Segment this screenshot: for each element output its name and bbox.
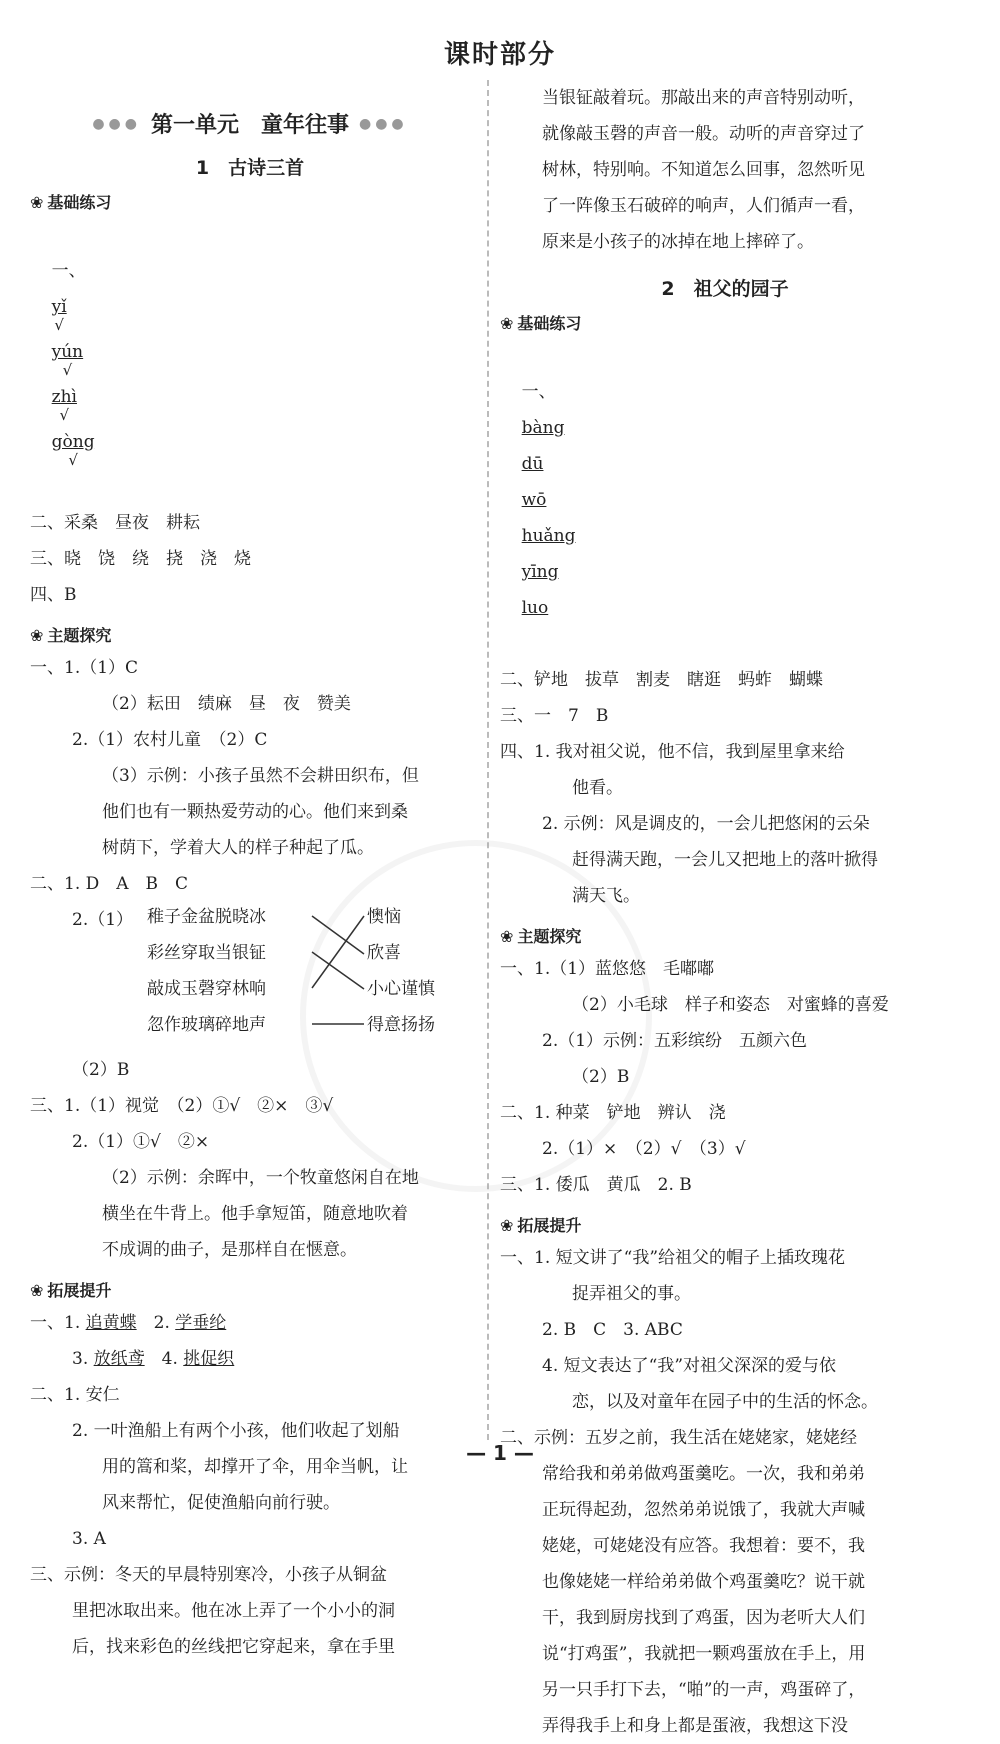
- answer-line: 三、晓 饶 绕 挠 浇 烧: [30, 549, 251, 569]
- answer-line: （2）示例：余晖中，一个牧童悠闲自在地: [102, 1168, 419, 1188]
- answer-line: 原来是小孩子的冰掉在地上摔碎了。: [542, 232, 814, 252]
- answer-line: 不成调的曲子，是那样自在惬意。: [102, 1240, 357, 1260]
- answer-line: 2. B C 3. ABC: [542, 1320, 683, 1340]
- answer-line: 满天飞。: [572, 886, 640, 906]
- answer-line: （2）B: [572, 1067, 630, 1087]
- answer-line: 一、 bàng dū wō huǎng yīng luo: [521, 382, 576, 618]
- answer-line: 3. A: [72, 1529, 106, 1549]
- answer-line: 四、1. 我对祖父说，他不信，我到屋里拿来给: [500, 742, 845, 762]
- answer-line: 三、1.（1）视觉 （2）①√ ②× ③√: [30, 1096, 334, 1116]
- pinyin-item: dū: [521, 454, 544, 474]
- answer-line: 一、1.（1）蓝悠悠 毛嘟嘟: [500, 959, 715, 979]
- answer-line: 也像姥姥一样给弟弟做个鸡蛋羹吃？说干就: [542, 1572, 865, 1592]
- match-left-item: 彩丝穿取当银钲: [147, 943, 266, 963]
- answer-line: 用的篙和桨，却撑开了伞，用伞当帆，让: [102, 1457, 408, 1477]
- answer-line: 说“打鸡蛋”，我就把一颗鸡蛋放在手上，用: [542, 1644, 866, 1664]
- answer-line: 2.（1）①√ ②×: [72, 1132, 210, 1152]
- answer-line: 2. 一叶渔船上有两个小孩，他们收起了划船: [72, 1421, 400, 1441]
- answer-line: 了一阵像玉石破碎的响声，人们循声一看，: [542, 196, 865, 216]
- answer-line: 一、1. 追黄蝶 2. 学垂纶: [30, 1313, 227, 1333]
- answer-line: 弄得我手上和身上都是蛋液，我想这下没: [542, 1716, 848, 1736]
- answer-line: 一、1.（1）C: [30, 658, 139, 678]
- pinyin-item: zhì √: [51, 387, 77, 424]
- answer-line: 2. 示例：风是调皮的，一会儿把悠闲的云朵: [542, 814, 870, 834]
- match-left-item: 稚子金盆脱晓冰: [147, 907, 266, 927]
- matching-exercise: [102, 902, 470, 1052]
- answer-line: 4. 短文表达了“我”对祖父深深的爱与依: [542, 1356, 837, 1376]
- answer-line: 四、B: [30, 585, 77, 605]
- answer-line: 干，我到厨房找到了鸡蛋，因为老听大人们: [542, 1608, 865, 1628]
- section-heading: ❀ 拓展提升: [30, 1278, 470, 1301]
- answer-line: 2.（1）× （2）√ （3）√: [542, 1139, 746, 1159]
- pinyin-item: yīng: [521, 562, 559, 582]
- pinyin-item: gòng √: [51, 432, 95, 469]
- pinyin-item: luo: [521, 598, 549, 618]
- answer-line: 二、示例：五岁之前，我生活在姥姥家，姥姥经: [500, 1428, 857, 1448]
- answer-line: （2）B: [72, 1060, 130, 1080]
- section-heading: ❀ 基础练习: [500, 311, 950, 334]
- column-divider: [487, 80, 489, 1440]
- answer-line: 二、采桑 昼夜 耕耘: [30, 513, 200, 533]
- pinyin-item: yǐ √: [51, 297, 67, 334]
- answer-line: （2）耘田 绩麻 昼 夜 赞美: [102, 694, 351, 714]
- dots-decoration: ●●●: [92, 115, 141, 132]
- answer-line: 二、1. 安仁: [30, 1385, 120, 1405]
- page-title: 课时部分: [443, 40, 556, 70]
- answer-line: 树荫下，学着大人的样子种起了瓜。: [102, 838, 374, 858]
- lesson-title: 2 祖父的园子: [661, 278, 789, 300]
- answer-line: 二、1. D A B C: [30, 874, 189, 894]
- match-right-item: 懊恼: [367, 907, 401, 927]
- match-left-item: 忽作玻璃碎地声: [147, 1015, 266, 1035]
- section-heading: ❀ 基础练习: [30, 190, 470, 213]
- lesson-title: 1 古诗三首: [195, 157, 305, 179]
- dots-decoration: ●●●: [359, 115, 408, 132]
- left-column: [30, 80, 470, 1665]
- answer-line: 三、一 7 B: [500, 706, 609, 726]
- section-heading: ❀ 主题探究: [30, 623, 470, 646]
- answer-line: 风来帮忙，促使渔船向前行驶。: [102, 1493, 340, 1513]
- answer-line: 后，找来彩色的丝线把它穿起来，拿在手里: [72, 1637, 395, 1657]
- pinyin-item: bàng: [521, 418, 565, 438]
- answer-line: 当银钲敲着玩。那敲出来的声音特别动听，: [542, 88, 865, 108]
- answer-line: 一、 yǐ √ yún √ zhì √ gòng √: [51, 261, 95, 469]
- pinyin-item: wō: [521, 490, 547, 510]
- right-column: [500, 80, 950, 1744]
- answer-line: 二、1. 种菜 铲地 辨认 浇: [500, 1103, 726, 1123]
- answer-line: 二、铲地 拔草 割麦 瞎逛 蚂蚱 蝴蝶: [500, 670, 823, 690]
- answer-line: 里把冰取出来。他在冰上弄了一个小小的洞: [72, 1601, 395, 1621]
- answer-line: 2.（1）示例：五彩缤纷 五颜六色: [542, 1031, 808, 1051]
- unit-heading: [30, 108, 470, 139]
- answer-line: 姥姥，可姥姥没有应答。我想着：要不，我: [542, 1536, 865, 1556]
- answer-line: 2.（1）农村儿童 （2）C: [72, 730, 268, 750]
- answer-line: 捉弄祖父的事。: [572, 1284, 691, 1304]
- answer-line: （3）示例：小孩子虽然不会耕田织布，但: [102, 766, 419, 786]
- match-right-item: 得意扬扬: [367, 1015, 435, 1035]
- page-number: — 1 —: [466, 1441, 534, 1465]
- answer-line: 正玩得起劲，忽然弟弟说饿了，我就大声喊: [542, 1500, 865, 1520]
- answer-line: 他们也有一颗热爱劳动的心。他们来到桑: [102, 802, 408, 822]
- answer-line: 三、1. 倭瓜 黄瓜 2. B: [500, 1175, 692, 1195]
- answer-line: 另一只手打下去，“啪”的一声，鸡蛋碎了，: [542, 1680, 866, 1700]
- answer-line: （2）小毛球 样子和姿态 对蜜蜂的喜爱: [572, 995, 889, 1015]
- answer-line: 2.（1）: [72, 910, 134, 930]
- answer-line: 树林，特别响。不知道怎么回事，忽然听见: [542, 160, 865, 180]
- answer-line: 他看。: [572, 778, 623, 798]
- pinyin-item: yún √: [51, 342, 84, 379]
- match-left-item: 敲成玉磬穿林响: [147, 979, 266, 999]
- section-heading: ❀ 拓展提升: [500, 1213, 950, 1236]
- answer-line: 恋，以及对童年在园子中的生活的怀念。: [572, 1392, 878, 1412]
- pinyin-item: huǎng: [521, 526, 576, 546]
- answer-line: 3. 放纸鸢 4. 挑促织: [72, 1349, 235, 1369]
- match-right-item: 小心谨慎: [367, 979, 435, 999]
- answer-line: 就像敲玉磬的声音一般。动听的声音穿过了: [542, 124, 865, 144]
- answer-line: 三、示例：冬天的早晨特别寒冷，小孩子从铜盆: [30, 1565, 387, 1585]
- answer-line: 横坐在牛背上。他手拿短笛，随意地吹着: [102, 1204, 408, 1224]
- answer-line: 赶得满天跑，一会儿又把地上的落叶掀得: [572, 850, 878, 870]
- unit-title: 第一单元 童年往事: [150, 113, 349, 138]
- section-heading: ❀ 主题探究: [500, 924, 950, 947]
- answer-line: 一、1. 短文讲了“我”给祖父的帽子上插玫瑰花: [500, 1248, 846, 1268]
- answer-line: 常给我和弟弟做鸡蛋羹吃。一次，我和弟弟: [542, 1464, 865, 1484]
- match-right-item: 欣喜: [367, 943, 401, 963]
